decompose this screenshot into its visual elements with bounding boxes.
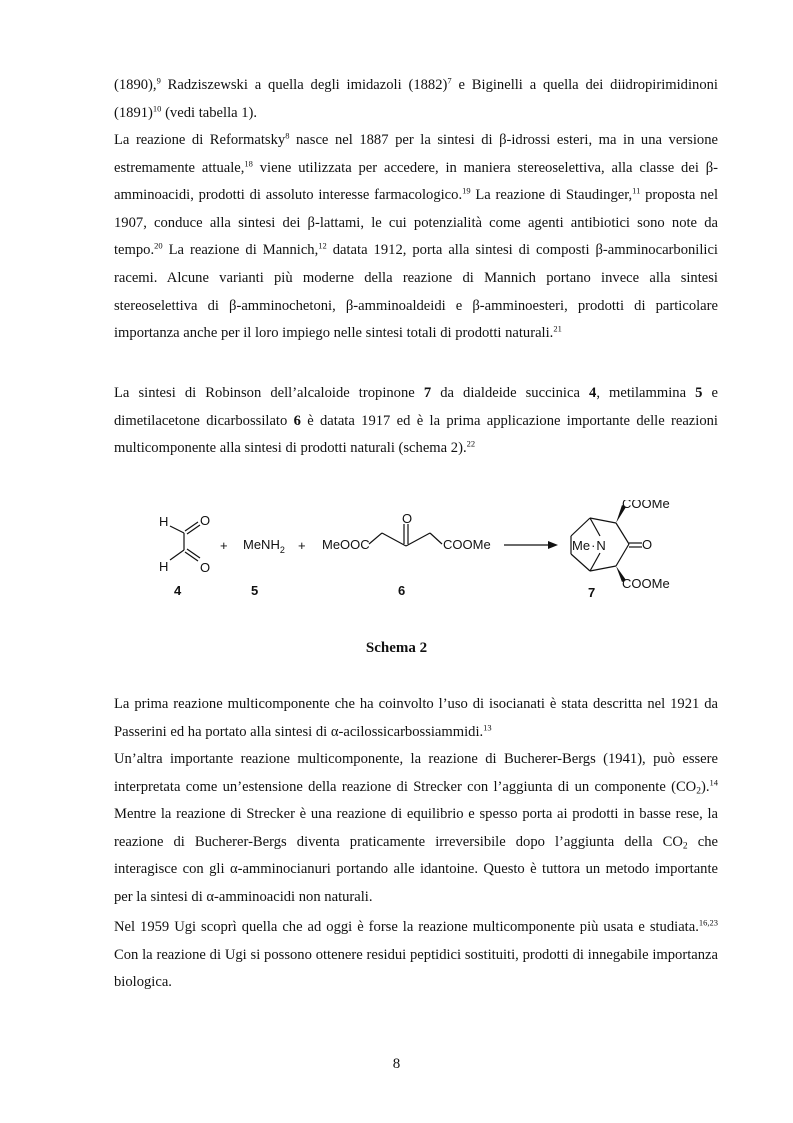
oxygen-atom: O bbox=[200, 560, 211, 575]
ester-group-top: COOMe bbox=[622, 500, 670, 511]
scheme-caption: Schema 2 bbox=[365, 640, 428, 656]
methylamine-formula: MeNH$_2$ bbox=[243, 537, 285, 555]
paragraph-3: La sintesi di Robinson dell’alcaloide tropinone 7 da dialdeide succinica 4, metilammina 5 e dimetilacetone dicarbossilato 6 è datata 1917 ed è la prima applicazione importante delle reazioni multicomponente alla sintesi di prodotti naturali (schema 2).$^{22}$ bbox=[114, 385, 718, 457]
n-methyl-label: Me·N bbox=[572, 538, 606, 553]
page-number: 8 bbox=[392, 1056, 401, 1072]
paragraph-6: Nel 1959 Ugi scoprì quella che ad oggi è forse la reazione multicomponente più usata e studiata.$^{16,23}$ Con la reazione di Ugi si possono ottenere residui peptidici sostituiti, prodotti di innegabile importanza biologica. bbox=[114, 917, 718, 991]
hydrogen-atom: H bbox=[159, 559, 169, 574]
oxygen-atom: O bbox=[642, 537, 653, 552]
paragraph-4: La prima reazione multicomponente che ha coinvolto l’uso di isocianati è stata descritta nel 1921 da Passerini ed ha portato alla sintesi di α-acilossicarbossiammidi.$^{13}$ bbox=[114, 696, 718, 740]
ester-group-left: MeOOC bbox=[322, 537, 370, 552]
reaction-scheme bbox=[150, 500, 690, 615]
hydrogen-atom: H bbox=[159, 514, 169, 529]
plus-sign: + bbox=[298, 538, 306, 553]
compound-label-5: 5 bbox=[251, 583, 259, 598]
ester-group-bottom: COOMe bbox=[622, 576, 670, 591]
plus-sign: + bbox=[220, 538, 228, 553]
paragraph-2: La reazione di Reformatsky$^8$ nasce nel 1887 per la sintesi di β-idrossi esteri, ma in una versione estremamente attuale,$^{18}$ viene utilizzata per accedere, in maniera stereoselettiva, alla classe dei β-amminoacidi, prodotti di assoluto interesse farmacologico.$^{19}$ La reazione di Staudinger,$^{11}$ proposta nel 1907, conduce alla sintesi dei β-lattami, le cui potenzialità come agenti antibiotici sono note da tempo.$^{20}$ La reazione di Mannich,$^{12}$ datata 1912, porta alla sintesi di composti β-amminocarbonilici racemi. Alcune varianti più moderne della reazione di Mannich portano invece alla sintesi stereoselettiva di β-amminochetoni, β-amminoaldeidi e β-amminoesteri, prodotti di particolare importanza anche per il loro impiego nelle sintesi totali di prodotti naturali.$^{21}$ bbox=[114, 130, 718, 342]
ester-group-right: COOMe bbox=[443, 537, 491, 552]
compound-label-7: 7 bbox=[588, 585, 596, 600]
compound-label-4: 4 bbox=[174, 583, 182, 598]
compound-label-6: 6 bbox=[398, 583, 406, 598]
oxygen-atom: O bbox=[402, 511, 413, 526]
paragraph-5: Un’altra importante reazione multicomponente, la reazione di Bucherer-Bergs (1941), può essere interpretata come un’estensione della reazione di Strecker con l’aggiunta di un componente $(CO_2).^{14}$ Mentre la reazione di Strecker è una reazione di equilibrio e spesso porta ai prodotti in basse rese, la reazione di Bucherer-Bergs diventa praticamente irreversibile dopo l’aggiunta della $CO_2$ che interagisce con gli α-amminocianuri portando alle idantoine. Questo è tuttora un metodo importante per la sintesi di α-amminoacidi non naturali. bbox=[114, 751, 718, 905]
oxygen-atom: O bbox=[200, 513, 211, 528]
paragraph-1: (1890),$^9$ Radziszewski a quella degli imidazoli $(1882)^7$ e Biginelli a quella dei diidropirimidinoni $(1891)^{10}$ (vedi tabella 1). bbox=[114, 75, 718, 121]
